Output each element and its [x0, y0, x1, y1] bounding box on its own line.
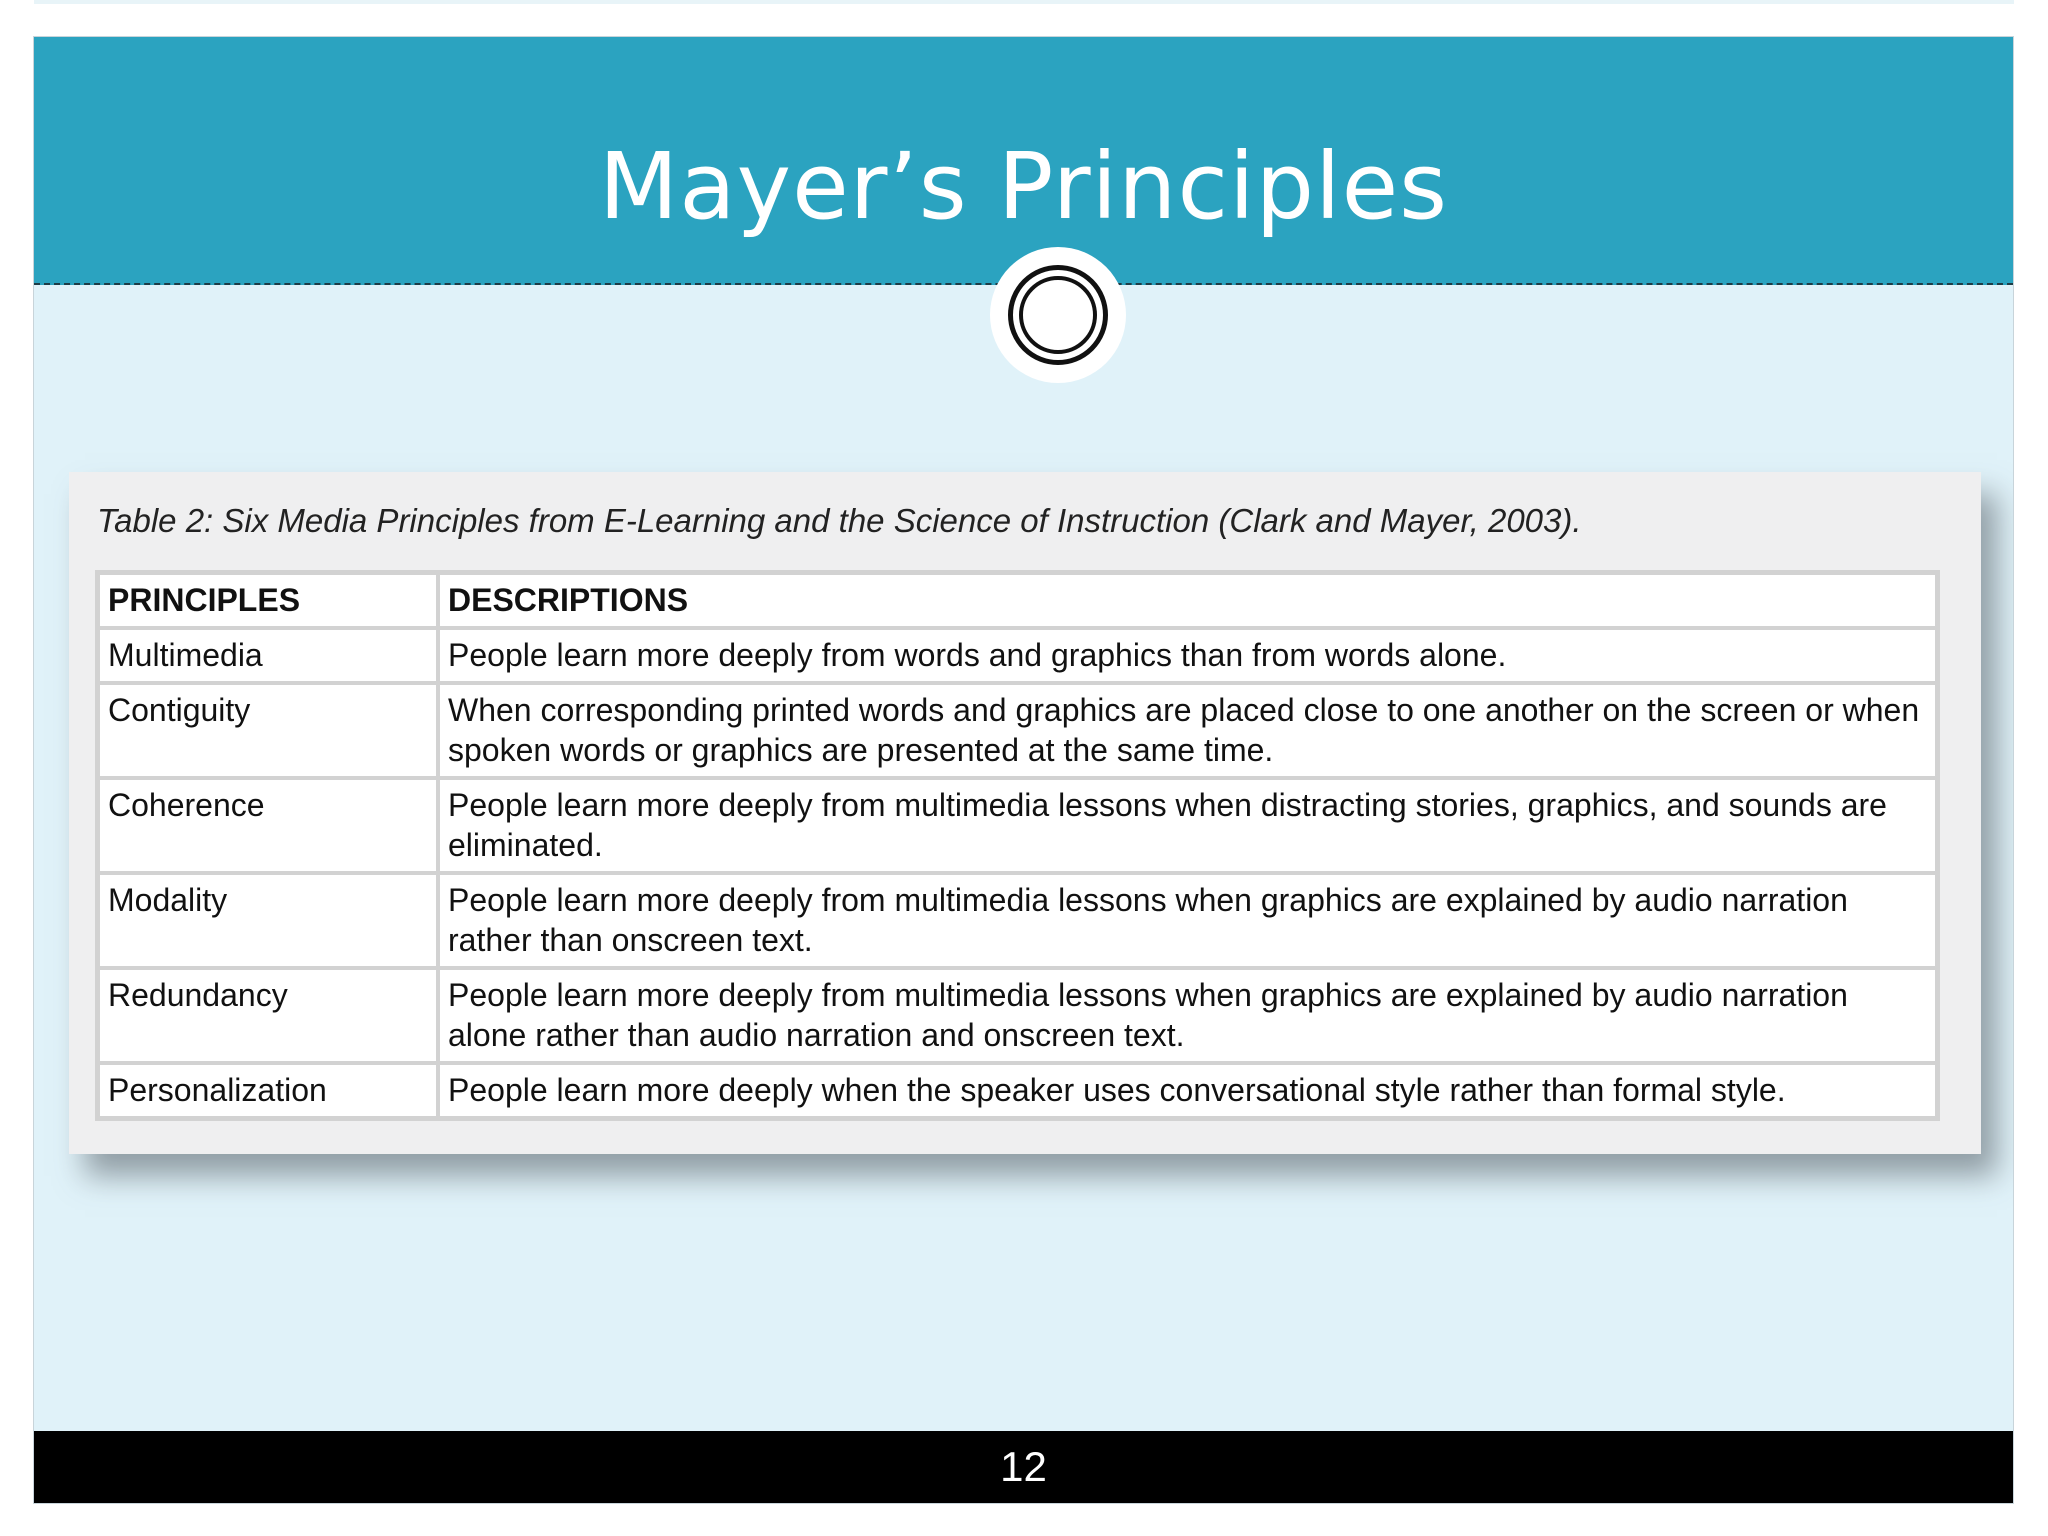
- slide-header: [34, 37, 2013, 285]
- table-row: [98, 683, 1937, 778]
- table-caption: Table 2: Six Media Principles from E-Learning and the Science of Instruction (Clark and Mayer, 2003).: [97, 502, 1582, 539]
- page-number: 12: [1000, 1443, 1047, 1490]
- principle-cell: Modality: [98, 873, 438, 968]
- ornament-inner-ring: [1019, 276, 1097, 354]
- description-cell: People learn more deeply from multimedia lessons when distracting stories, graphics, and sounds are eliminated.: [438, 778, 1937, 873]
- description-cell: People learn more deeply from multimedia lessons when graphics are explained by audio narration rather than onscreen text.: [438, 873, 1937, 968]
- principle-cell: Personalization: [98, 1063, 438, 1118]
- table-row: [98, 968, 1937, 1063]
- description-cell: People learn more deeply when the speaker uses conversational style rather than formal style.: [438, 1063, 1937, 1118]
- principle-cell: Contiguity: [98, 683, 438, 778]
- table-row: [98, 1063, 1937, 1118]
- description-cell: People learn more deeply from multimedia lessons when graphics are explained by audio narration alone rather than audio narration and onscreen text.: [438, 968, 1937, 1063]
- circle-ornament-icon: [990, 247, 1126, 383]
- table-row: [98, 778, 1937, 873]
- principles-table: [95, 570, 1940, 1121]
- ornament-outer-ring: [1008, 265, 1108, 365]
- table-image-panel: [69, 472, 1981, 1154]
- principle-cell: Multimedia: [98, 628, 438, 683]
- column-header-descriptions: DESCRIPTIONS: [438, 573, 1937, 628]
- principle-cell: Redundancy: [98, 968, 438, 1063]
- top-divider: [34, 0, 2014, 4]
- slide-title: Mayer’s Principles: [598, 133, 1449, 240]
- column-header-principles: PRINCIPLES: [98, 573, 438, 628]
- table-header-row: [98, 573, 1937, 628]
- slide-footer: [34, 1431, 2013, 1503]
- table-row: [98, 628, 1937, 683]
- description-cell: People learn more deeply from words and graphics than from words alone.: [438, 628, 1937, 683]
- principle-cell: Coherence: [98, 778, 438, 873]
- description-cell: When corresponding printed words and graphics are placed close to one another on the screen or when spoken words or graphics are presented at the same time.: [438, 683, 1937, 778]
- slide: [33, 36, 2014, 1504]
- table-row: [98, 873, 1937, 968]
